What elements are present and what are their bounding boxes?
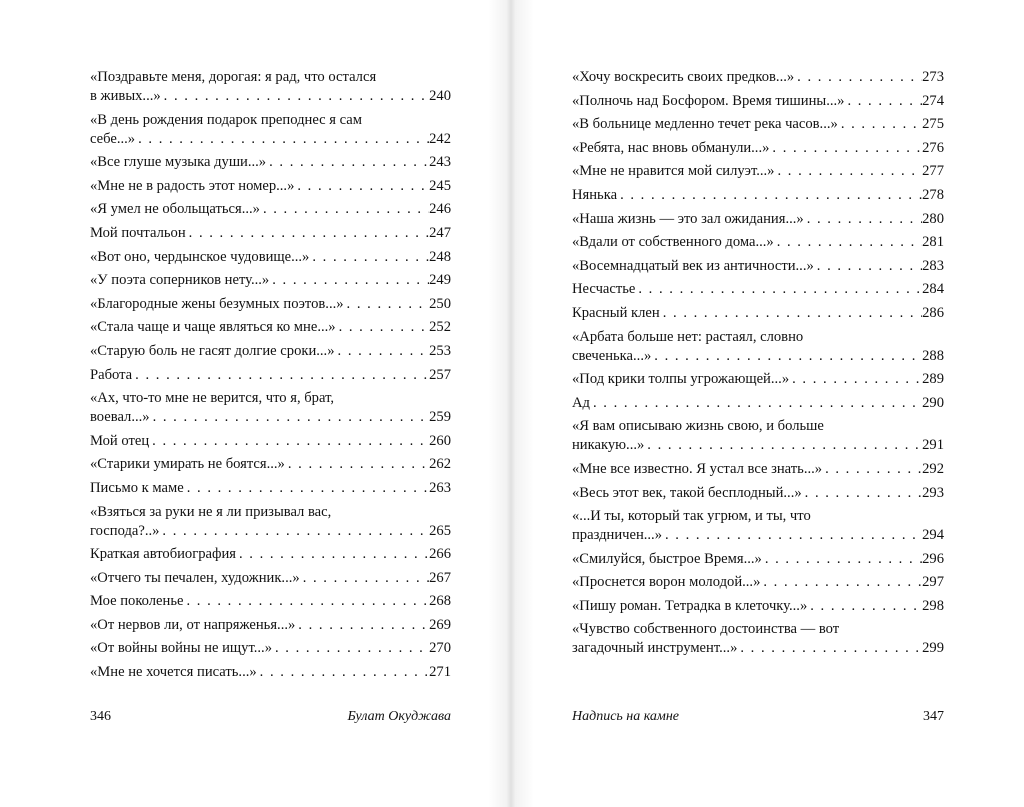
dot-leader bbox=[617, 186, 922, 205]
toc-entry bbox=[572, 186, 944, 205]
toc-entry bbox=[90, 153, 451, 172]
toc-entry-title-line: «Ах, что-то мне не верится, что я, брат, bbox=[90, 390, 335, 407]
toc-entry-page: 280 bbox=[922, 210, 944, 227]
toc-entry-title: «Смилуйся, быстрое Время...» bbox=[572, 550, 762, 567]
toc-entry-page: 281 bbox=[922, 234, 944, 251]
dot-leader bbox=[660, 304, 922, 323]
toc-left bbox=[90, 68, 451, 687]
toc-entry-line bbox=[572, 68, 944, 87]
toc-entry bbox=[572, 620, 944, 658]
toc-entry-line bbox=[90, 87, 451, 106]
toc-entry bbox=[90, 455, 451, 474]
toc-entry-line bbox=[90, 366, 451, 385]
toc-entry-line bbox=[90, 200, 451, 219]
right-page bbox=[510, 0, 1024, 807]
toc-entry-page: 268 bbox=[429, 593, 451, 610]
toc-entry-title: «От войны войны не ищут...» bbox=[90, 640, 272, 657]
toc-entry-page: 247 bbox=[429, 224, 451, 241]
toc-entry-page: 298 bbox=[922, 597, 944, 614]
toc-entry-line bbox=[90, 408, 451, 427]
toc-entry bbox=[572, 573, 944, 592]
dot-leader bbox=[762, 550, 922, 569]
toc-entry-title: в живых...» bbox=[90, 88, 161, 104]
toc-entry-title-line: «...И ты, который так угрюм, и ты, что bbox=[572, 508, 811, 525]
toc-entry-title-line: «Чувство собственного достоинства — вот bbox=[572, 621, 840, 638]
toc-entry-line bbox=[572, 526, 944, 545]
dot-leader bbox=[186, 224, 429, 243]
toc-entry-title: «Проснется ворон молодой...» bbox=[572, 574, 761, 591]
toc-entry bbox=[572, 507, 944, 545]
toc-entry-line bbox=[90, 545, 451, 564]
toc-entry-title: «В больнице медленно течет река часов...» bbox=[572, 116, 838, 133]
dot-leader bbox=[294, 177, 429, 196]
toc-entry bbox=[90, 639, 451, 658]
toc-entry bbox=[90, 389, 451, 427]
toc-entry-page: 240 bbox=[429, 88, 451, 104]
toc-entry-line bbox=[572, 233, 944, 252]
toc-entry bbox=[90, 68, 451, 106]
toc-entry-line bbox=[90, 663, 451, 682]
toc-entry-title: загадочный инструмент...» bbox=[572, 640, 738, 657]
toc-entry-title-line: «В день рождения подарок преподнес я сам bbox=[90, 111, 363, 128]
dot-leader bbox=[814, 257, 922, 276]
toc-entry-line bbox=[572, 484, 944, 503]
toc-entry-page: 249 bbox=[429, 272, 451, 289]
dot-leader bbox=[132, 366, 429, 385]
toc-entry bbox=[572, 68, 944, 87]
toc-entry-page: 252 bbox=[429, 319, 451, 336]
dot-leader bbox=[794, 68, 922, 87]
toc-entry-page: 257 bbox=[429, 366, 451, 383]
toc-entry-line bbox=[90, 616, 451, 635]
toc-entry-line bbox=[572, 304, 944, 323]
toc-entry-title: «Наша жизнь — это зал ожидания...» bbox=[572, 210, 804, 227]
dot-leader bbox=[644, 436, 922, 455]
dot-leader bbox=[161, 87, 429, 106]
dot-leader bbox=[760, 573, 922, 592]
toc-entry-line bbox=[572, 162, 944, 181]
toc-entry-page: 291 bbox=[922, 437, 944, 454]
toc-entry-line bbox=[90, 295, 451, 314]
toc-entry-title: Работа bbox=[90, 366, 133, 383]
dot-leader bbox=[590, 394, 922, 413]
toc-entry bbox=[90, 200, 451, 219]
toc-entry-title: «Все глуше музыка души...» bbox=[90, 154, 267, 171]
dot-leader bbox=[184, 479, 429, 498]
toc-entry-title: Мое поколенье bbox=[90, 593, 184, 610]
toc-entry-page: 277 bbox=[922, 163, 944, 180]
dot-leader bbox=[844, 92, 922, 111]
toc-entry-title: «Вот оно, чердынское чудовище...» bbox=[90, 248, 310, 265]
toc-entry-page: 276 bbox=[922, 139, 944, 156]
toc-entry-page: 286 bbox=[922, 304, 944, 321]
toc-entry-page: 260 bbox=[429, 432, 451, 449]
toc-entry-page: 275 bbox=[922, 116, 944, 133]
toc-entry bbox=[572, 92, 944, 111]
toc-entry bbox=[572, 550, 944, 569]
toc-entry bbox=[572, 139, 944, 158]
toc-entry-title-line: «Поздравьте меня, дорогая: я рад, что остался bbox=[90, 69, 377, 85]
toc-entry bbox=[90, 177, 451, 196]
dot-leader bbox=[260, 200, 429, 219]
toc-entry-page: 294 bbox=[922, 527, 944, 544]
toc-entry-title: «Отчего ты печален, художник...» bbox=[90, 569, 300, 586]
toc-entry-title: «Хочу воскресить своих предков...» bbox=[572, 69, 795, 85]
toc-entry-page: 290 bbox=[922, 394, 944, 411]
toc-entry bbox=[572, 484, 944, 503]
toc-entry-line bbox=[90, 569, 451, 588]
toc-entry-title: Мой отец bbox=[90, 432, 150, 449]
dot-leader bbox=[804, 210, 922, 229]
toc-entry bbox=[572, 460, 944, 479]
dot-leader bbox=[807, 597, 922, 616]
dot-leader bbox=[309, 248, 429, 267]
toc-entry-title-line: «Я вам описываю жизнь свою, и больше bbox=[572, 418, 824, 435]
toc-entry bbox=[90, 503, 451, 541]
dot-leader bbox=[802, 484, 922, 503]
toc-entry bbox=[90, 295, 451, 314]
toc-entry-page: 271 bbox=[429, 664, 451, 681]
dot-leader bbox=[344, 295, 430, 314]
toc-entry bbox=[572, 280, 944, 299]
toc-entry-line bbox=[572, 597, 944, 616]
dot-leader bbox=[236, 545, 429, 564]
toc-entry-page: 289 bbox=[922, 371, 944, 388]
toc-entry bbox=[90, 592, 451, 611]
toc-entry bbox=[90, 616, 451, 635]
toc-entry-page: 269 bbox=[429, 616, 451, 633]
dot-leader bbox=[295, 616, 429, 635]
toc-entry-title: праздничен...» bbox=[572, 527, 662, 544]
toc-entry-line bbox=[90, 522, 451, 541]
left-page bbox=[0, 0, 510, 807]
toc-entry-title: «Мне все известно. Я устал все знать...» bbox=[572, 460, 823, 477]
toc-entry-page: 270 bbox=[429, 640, 451, 657]
toc-entry-page: 265 bbox=[429, 522, 451, 539]
dot-leader bbox=[774, 233, 922, 252]
toc-entry-line bbox=[90, 342, 451, 361]
toc-entry-title: «Мне не нравится мой силуэт...» bbox=[572, 163, 775, 180]
toc-entry-line bbox=[572, 92, 944, 111]
toc-entry-line bbox=[90, 130, 451, 149]
toc-entry bbox=[572, 394, 944, 413]
toc-entry-title: Краткая автобиография bbox=[90, 546, 236, 563]
toc-entry-title: никакую...» bbox=[572, 437, 645, 454]
toc-entry-line bbox=[572, 573, 944, 592]
toc-entry-title: «Пишу роман. Тетрадка в клеточку...» bbox=[572, 597, 808, 614]
dot-leader bbox=[737, 639, 922, 658]
toc-entry-title-line: «Взяться за руки не я ли призывал вас, bbox=[90, 503, 332, 520]
dot-leader bbox=[135, 130, 429, 149]
toc-entry-title: «Вдали от собственного дома...» bbox=[572, 234, 774, 251]
toc-entry-title: Письмо к маме bbox=[90, 479, 184, 496]
toc-entry-title: «Мне не хочется писать...» bbox=[90, 664, 257, 681]
toc-entry-title: «От нервов ли, от напряженья...» bbox=[90, 616, 296, 633]
toc-entry-line bbox=[572, 639, 944, 658]
toc-entry bbox=[90, 111, 451, 149]
toc-entry-line bbox=[90, 639, 451, 658]
dot-leader bbox=[300, 569, 429, 588]
toc-entry-title: «Благородные жены безумных поэтов...» bbox=[90, 295, 344, 312]
toc-entry-line bbox=[572, 210, 944, 229]
dot-leader bbox=[635, 280, 922, 299]
toc-entry-title: свеченька...» bbox=[572, 347, 652, 364]
toc-entry-line bbox=[90, 592, 451, 611]
toc-entry-page: 243 bbox=[429, 154, 451, 171]
dot-leader bbox=[335, 342, 430, 361]
toc-entry-title: Красный клен bbox=[572, 304, 660, 321]
toc-entry-page: 299 bbox=[922, 640, 944, 657]
toc-entry bbox=[572, 370, 944, 389]
toc-entry-page: 297 bbox=[922, 574, 944, 591]
toc-entry-line bbox=[90, 455, 451, 474]
toc-entry-page: 278 bbox=[922, 186, 944, 203]
toc-entry bbox=[90, 663, 451, 682]
left-page-number: 346 bbox=[90, 709, 111, 724]
toc-entry-title: «Старую боль не гасят долгие сроки...» bbox=[90, 342, 335, 359]
right-running-head: Надпись на камне bbox=[572, 709, 680, 724]
toc-entry-line bbox=[572, 347, 944, 366]
toc-entry bbox=[90, 342, 451, 361]
toc-entry-page: 250 bbox=[429, 295, 451, 312]
toc-entry-page: 242 bbox=[429, 130, 451, 147]
toc-entry-title: «У поэта соперников нету...» bbox=[90, 272, 270, 289]
dot-leader bbox=[159, 522, 429, 541]
dot-leader bbox=[651, 347, 922, 366]
toc-entry bbox=[90, 224, 451, 243]
toc-entry-line bbox=[572, 186, 944, 205]
toc-entry bbox=[572, 328, 944, 366]
left-running-head: Булат Окуджава bbox=[347, 709, 451, 724]
toc-entry bbox=[572, 115, 944, 134]
dot-leader bbox=[183, 592, 429, 611]
toc-entry-line bbox=[572, 370, 944, 389]
toc-entry-line bbox=[572, 394, 944, 413]
toc-entry-line bbox=[90, 432, 451, 451]
toc-entry-title: «Под крики толпы угрожающей...» bbox=[572, 371, 790, 388]
dot-leader bbox=[769, 139, 922, 158]
toc-entry-page: 296 bbox=[922, 550, 944, 567]
dot-leader bbox=[822, 460, 922, 479]
toc-entry-line bbox=[90, 153, 451, 172]
toc-entry-title: «Полночь над Босфором. Время тишины...» bbox=[572, 92, 845, 109]
toc-entry-line bbox=[572, 460, 944, 479]
toc-entry-title: «Восемнадцатый век из античности...» bbox=[572, 257, 814, 274]
toc-entry-title: «Ребята, нас вновь обманули...» bbox=[572, 139, 770, 156]
toc-entry-line bbox=[90, 271, 451, 290]
toc-entry bbox=[90, 271, 451, 290]
toc-entry-title: «Я умел не обольщаться...» bbox=[90, 201, 260, 218]
toc-entry-page: 273 bbox=[922, 69, 944, 85]
dot-leader bbox=[789, 370, 922, 389]
toc-entry-title: «Стала чаще и чаще являться ко мне...» bbox=[90, 319, 336, 336]
toc-entry-line bbox=[90, 177, 451, 196]
toc-entry-line bbox=[572, 280, 944, 299]
dot-leader bbox=[150, 408, 430, 427]
dot-leader bbox=[285, 455, 429, 474]
toc-entry-page: 284 bbox=[922, 281, 944, 298]
toc-entry bbox=[90, 545, 451, 564]
toc-entry-page: 274 bbox=[922, 92, 944, 109]
dot-leader bbox=[266, 153, 429, 172]
toc-entry-line bbox=[572, 257, 944, 276]
toc-entry-line bbox=[90, 224, 451, 243]
toc-entry-page: 267 bbox=[429, 569, 451, 586]
toc-entry-title: Несчастье bbox=[572, 281, 636, 298]
toc-entry bbox=[90, 366, 451, 385]
right-page-number: 347 bbox=[923, 709, 944, 724]
toc-entry-title: Мой почтальон bbox=[90, 224, 186, 241]
toc-entry-line bbox=[572, 139, 944, 158]
toc-entry-title: воевал...» bbox=[90, 409, 150, 426]
toc-entry-title: «Старики умирать не боятся...» bbox=[90, 456, 285, 473]
toc-entry-page: 266 bbox=[429, 546, 451, 563]
toc-entry bbox=[90, 318, 451, 337]
toc-entry bbox=[572, 257, 944, 276]
dot-leader bbox=[336, 318, 430, 337]
toc-entry-line bbox=[572, 115, 944, 134]
toc-entry-page: 288 bbox=[922, 347, 944, 364]
toc-entry bbox=[572, 417, 944, 455]
toc-entry-title: «Весь этот век, такой бесплодный...» bbox=[572, 484, 802, 501]
dot-leader bbox=[269, 271, 429, 290]
toc-entry-line bbox=[90, 479, 451, 498]
toc-right bbox=[572, 68, 944, 663]
toc-entry-title: Ад bbox=[572, 394, 590, 411]
toc-entry-page: 246 bbox=[429, 201, 451, 218]
dot-leader bbox=[838, 115, 922, 134]
dot-leader bbox=[257, 663, 429, 682]
dot-leader bbox=[149, 432, 429, 451]
toc-entry-title: господа?..» bbox=[90, 522, 160, 539]
toc-entry-title-line: «Арбата больше нет: растаял, словно bbox=[572, 328, 804, 345]
toc-entry-page: 263 bbox=[429, 479, 451, 496]
toc-entry-line bbox=[90, 318, 451, 337]
toc-entry bbox=[90, 479, 451, 498]
toc-entry-title: «Мне не в радость этот номер...» bbox=[90, 177, 295, 194]
toc-entry-title: Нянька bbox=[572, 186, 618, 203]
toc-entry bbox=[90, 248, 451, 267]
dot-leader bbox=[774, 162, 922, 181]
toc-entry-page: 245 bbox=[429, 177, 451, 194]
toc-entry-page: 259 bbox=[429, 409, 451, 426]
toc-entry-line bbox=[572, 550, 944, 569]
toc-entry bbox=[90, 569, 451, 588]
toc-entry bbox=[572, 304, 944, 323]
toc-entry-page: 262 bbox=[429, 456, 451, 473]
toc-entry bbox=[572, 233, 944, 252]
toc-entry bbox=[90, 432, 451, 451]
toc-entry-page: 253 bbox=[429, 342, 451, 359]
toc-entry-page: 283 bbox=[922, 257, 944, 274]
toc-entry-page: 293 bbox=[922, 484, 944, 501]
toc-entry bbox=[572, 597, 944, 616]
toc-entry-line bbox=[572, 436, 944, 455]
dot-leader bbox=[662, 526, 922, 545]
toc-entry-title: себе...» bbox=[90, 130, 136, 147]
dot-leader bbox=[272, 639, 429, 658]
toc-entry bbox=[572, 210, 944, 229]
toc-entry bbox=[572, 162, 944, 181]
toc-entry-line bbox=[90, 248, 451, 267]
toc-entry-page: 248 bbox=[429, 248, 451, 265]
toc-entry-page: 292 bbox=[922, 460, 944, 477]
